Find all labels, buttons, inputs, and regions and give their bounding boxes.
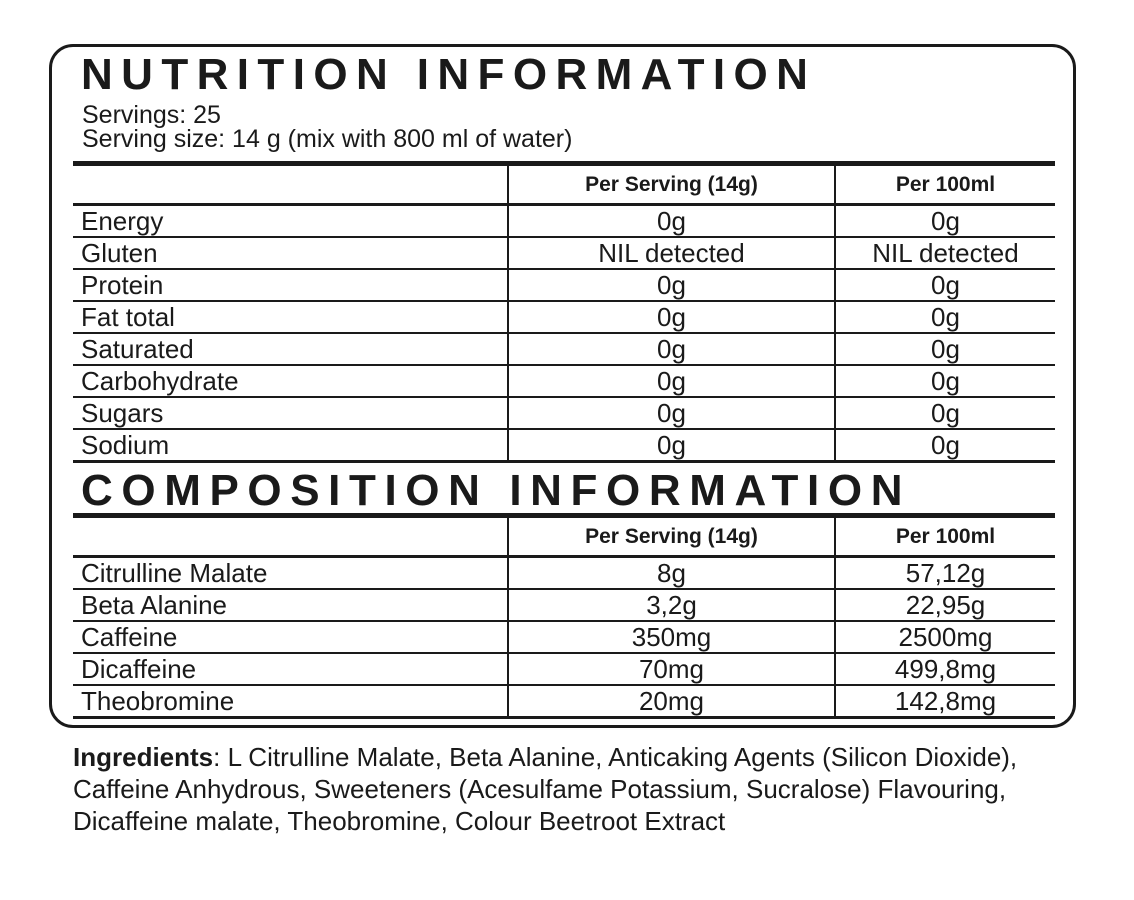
nutrient-name: Saturated bbox=[73, 333, 508, 365]
nutrient-per-serving: 0g bbox=[508, 365, 835, 397]
nutrient-per-serving: 0g bbox=[508, 333, 835, 365]
nutrient-per-100ml: 0g bbox=[835, 365, 1055, 397]
nutrient-per-serving: 0g bbox=[508, 429, 835, 462]
nutrient-per-serving: 0g bbox=[508, 205, 835, 238]
component-name: Beta Alanine bbox=[73, 589, 508, 621]
component-per-serving: 8g bbox=[508, 557, 835, 590]
serving-size-text: Serving size: 14 g (mix with 800 ml of water) bbox=[82, 125, 573, 153]
nutrition-row-fat-total bbox=[73, 301, 1055, 333]
nutrition-row-energy bbox=[73, 205, 1055, 238]
composition-row-dicaffeine bbox=[73, 653, 1055, 685]
composition-header-per-serving: Per Serving (14g) bbox=[508, 516, 835, 557]
ingredients-text: : L Citrulline Malate, Beta Alanine, Anticaking Agents (Silicon Dioxide), Caffeine Anhydrous, Sweeteners (Acesulfame Potassium, Sucralose) Flavouring, Dicaffeine malate, Theobromine, Colour Beetroot Extract bbox=[73, 742, 1018, 836]
component-per-100ml: 142,8mg bbox=[835, 685, 1055, 718]
component-name: Citrulline Malate bbox=[73, 557, 508, 590]
nutrition-table bbox=[73, 161, 1055, 463]
nutrient-name: Sodium bbox=[73, 429, 508, 462]
component-per-serving: 70mg bbox=[508, 653, 835, 685]
ingredients-label: Ingredients bbox=[73, 742, 214, 772]
composition-header-name bbox=[73, 516, 508, 557]
component-per-100ml: 22,95g bbox=[835, 589, 1055, 621]
nutrient-name: Energy bbox=[73, 205, 508, 238]
nutrient-name: Protein bbox=[73, 269, 508, 301]
nutrient-per-100ml: 0g bbox=[835, 429, 1055, 462]
nutrition-header-row bbox=[73, 164, 1055, 205]
component-per-serving: 3,2g bbox=[508, 589, 835, 621]
component-name: Caffeine bbox=[73, 621, 508, 653]
nutrient-per-serving: 0g bbox=[508, 269, 835, 301]
component-name: Dicaffeine bbox=[73, 653, 508, 685]
nutrient-name: Sugars bbox=[73, 397, 508, 429]
composition-row-beta-alanine bbox=[73, 589, 1055, 621]
nutrient-name: Fat total bbox=[73, 301, 508, 333]
component-per-100ml: 2500mg bbox=[835, 621, 1055, 653]
composition-table bbox=[73, 513, 1055, 719]
composition-header-per-100ml: Per 100ml bbox=[835, 516, 1055, 557]
composition-row-theobromine bbox=[73, 685, 1055, 718]
nutrition-header-per-serving: Per Serving (14g) bbox=[508, 164, 835, 205]
component-per-100ml: 57,12g bbox=[835, 557, 1055, 590]
nutrition-row-saturated bbox=[73, 333, 1055, 365]
nutrient-per-serving: 0g bbox=[508, 397, 835, 429]
component-per-serving: 20mg bbox=[508, 685, 835, 718]
nutrition-row-sugars bbox=[73, 397, 1055, 429]
component-per-100ml: 499,8mg bbox=[835, 653, 1055, 685]
nutrient-name: Carbohydrate bbox=[73, 365, 508, 397]
nutrition-row-carbohydrate bbox=[73, 365, 1055, 397]
nutrient-per-serving: 0g bbox=[508, 301, 835, 333]
component-per-serving: 350mg bbox=[508, 621, 835, 653]
nutrition-row-sodium bbox=[73, 429, 1055, 462]
nutrition-row-protein bbox=[73, 269, 1055, 301]
nutrient-per-100ml: 0g bbox=[835, 301, 1055, 333]
nutrient-per-100ml: 0g bbox=[835, 397, 1055, 429]
nutrition-header-name bbox=[73, 164, 508, 205]
composition-title: COMPOSITION INFORMATION bbox=[81, 466, 912, 515]
composition-row-caffeine bbox=[73, 621, 1055, 653]
nutrient-per-100ml: 0g bbox=[835, 205, 1055, 238]
nutrition-row-gluten bbox=[73, 237, 1055, 269]
nutrient-per-100ml: 0g bbox=[835, 333, 1055, 365]
servings-text: Servings: 25 bbox=[82, 101, 221, 129]
nutrient-per-serving: NIL detected bbox=[508, 237, 835, 269]
nutrition-header-per-100ml: Per 100ml bbox=[835, 164, 1055, 205]
composition-row-citrulline-malate bbox=[73, 557, 1055, 590]
component-name: Theobromine bbox=[73, 685, 508, 718]
composition-header-row bbox=[73, 516, 1055, 557]
nutrient-name: Gluten bbox=[73, 237, 508, 269]
nutrient-per-100ml: 0g bbox=[835, 269, 1055, 301]
ingredients-paragraph bbox=[73, 741, 1063, 837]
nutrient-per-100ml: NIL detected bbox=[835, 237, 1055, 269]
nutrition-title: NUTRITION INFORMATION bbox=[81, 50, 817, 99]
